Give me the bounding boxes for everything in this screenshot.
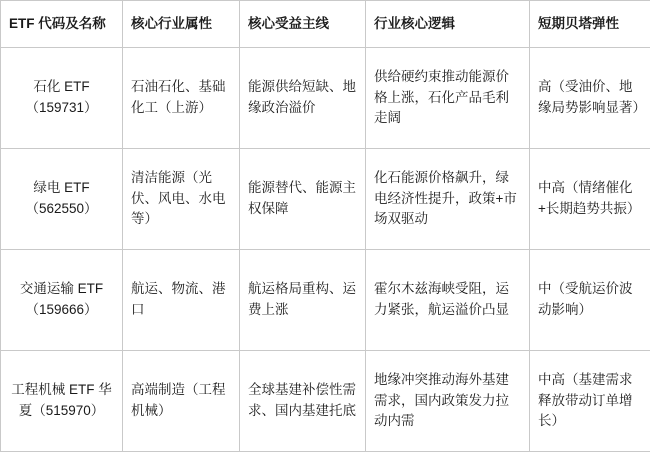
cell-industry-logic: 地缘冲突推动海外基建需求，国内政策发力拉动内需 — [366, 351, 530, 452]
table-header-row — [1, 1, 650, 48]
table-body — [1, 48, 650, 452]
column-header-short-term-beta: 短期贝塔弹性 — [530, 1, 650, 48]
cell-industry-logic: 化石能源价格飙升，绿电经济性提升，政策+市场双驱动 — [366, 149, 530, 250]
column-header-industry-logic: 行业核心逻辑 — [366, 1, 530, 48]
cell-core-industry: 航运、物流、港口 — [123, 250, 240, 351]
cell-short-term-beta: 高（受油价、地缘局势影响显著） — [530, 48, 650, 149]
table-row — [1, 149, 650, 250]
cell-etf-name: 工程机械 ETF 华夏（515970） — [1, 351, 123, 452]
cell-etf-name: 石化 ETF（159731） — [1, 48, 123, 149]
cell-core-industry: 清洁能源（光伏、风电、水电等） — [123, 149, 240, 250]
table-row — [1, 351, 650, 452]
cell-short-term-beta: 中高（情绪催化+长期趋势共振） — [530, 149, 650, 250]
table-row — [1, 48, 650, 149]
cell-etf-name: 绿电 ETF（562550） — [1, 149, 123, 250]
table-row — [1, 250, 650, 351]
cell-core-theme: 全球基建补偿性需求、国内基建托底 — [240, 351, 366, 452]
column-header-core-theme: 核心受益主线 — [240, 1, 366, 48]
cell-industry-logic: 霍尔木兹海峡受阻，运力紧张，航运溢价凸显 — [366, 250, 530, 351]
cell-core-industry: 石油石化、基础化工（上游） — [123, 48, 240, 149]
cell-core-theme: 航运格局重构、运费上涨 — [240, 250, 366, 351]
cell-etf-name: 交通运输 ETF（159666） — [1, 250, 123, 351]
column-header-etf-code-name: ETF 代码及名称 — [1, 1, 123, 48]
cell-core-theme: 能源替代、能源主权保障 — [240, 149, 366, 250]
cell-short-term-beta: 中（受航运价波动影响） — [530, 250, 650, 351]
cell-core-industry: 高端制造（工程机械） — [123, 351, 240, 452]
column-header-core-industry: 核心行业属性 — [123, 1, 240, 48]
cell-short-term-beta: 中高（基建需求释放带动订单增长） — [530, 351, 650, 452]
cell-core-theme: 能源供给短缺、地缘政治溢价 — [240, 48, 366, 149]
cell-industry-logic: 供给硬约束推动能源价格上涨，石化产品毛利走阔 — [366, 48, 530, 149]
table-header — [1, 1, 650, 48]
